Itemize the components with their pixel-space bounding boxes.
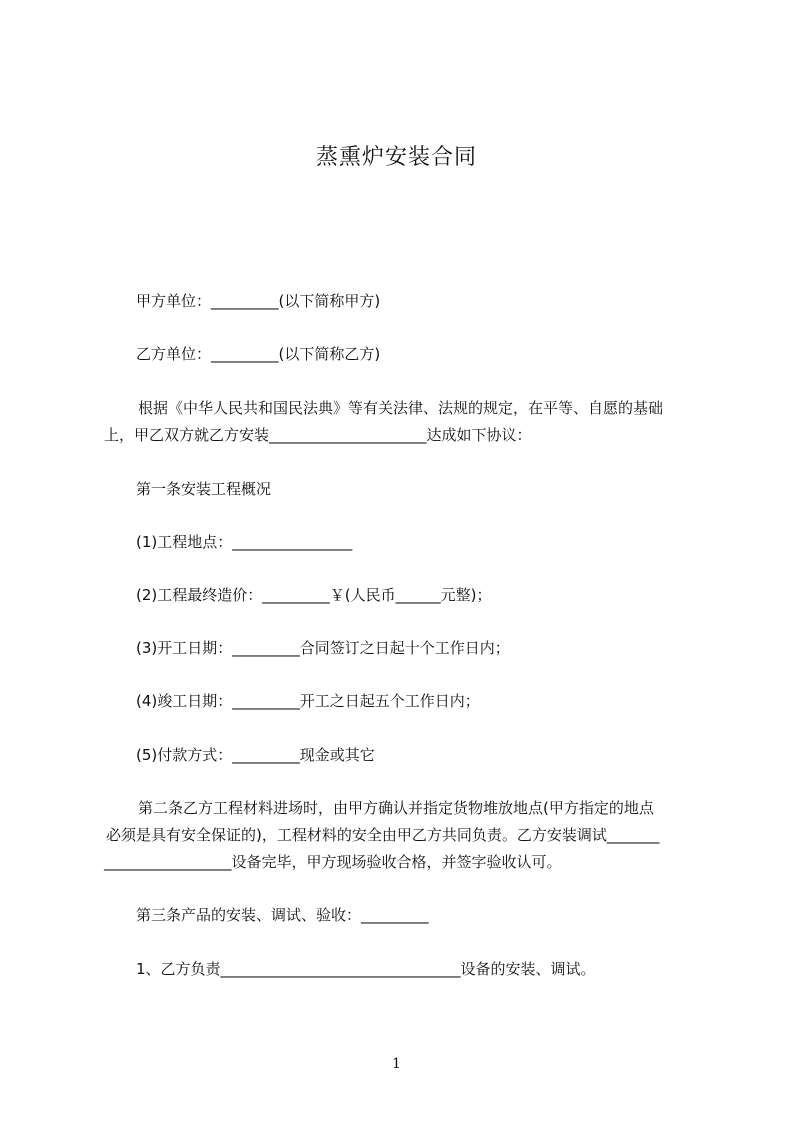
article-2-line-3: _________________设备完毕，甲方现场验收合格，并签字验收认可。 [104, 853, 562, 871]
document-title: 蒸熏炉安装合同 [315, 145, 477, 170]
party-b-line: 乙方单位：_________(以下简称乙方) [136, 345, 381, 363]
intro-paragraph-line-1: 根据《中华人民共和国民法典》等有关法律、法规的规定，在平等、自愿的基础 [138, 399, 664, 417]
article-1-item-5: (5)付款方式：_________现金或其它 [136, 746, 375, 764]
intro-paragraph-line-2: 上，甲乙双方就乙方安装_____________________达成如下协议： [104, 426, 532, 444]
article-1-item-1: (1)工程地点：________________ [136, 533, 353, 551]
article-1-item-4: (4)竣工日期：_________开工之日起五个工作日内； [136, 692, 480, 710]
article-1-item-3: (3)开工日期：_________合同签订之日起十个工作日内； [136, 639, 510, 657]
article-1-heading: 第一条安装工程概况 [136, 480, 272, 498]
article-3-heading: 第三条产品的安装、调试、验收：_________ [136, 906, 429, 924]
article-3-item-1: 1、乙方负责________________________________设备的安装、调试。 [136, 960, 596, 978]
article-2-line-1: 第二条乙方工程材料进场时，由甲方确认并指定货物堆放地点(甲方指定的地点 [138, 799, 654, 817]
article-1-item-2: (2)工程最终造价：_________￥(人民币______元整)； [136, 586, 492, 604]
article-2-line-2: 必须是具有安全保证的)，工程材料的安全由甲乙方共同负责。乙方安装调试_______ [106, 826, 660, 844]
page-number: 1 [392, 1056, 401, 1072]
party-a-line: 甲方单位：_________(以下简称甲方) [136, 292, 381, 310]
